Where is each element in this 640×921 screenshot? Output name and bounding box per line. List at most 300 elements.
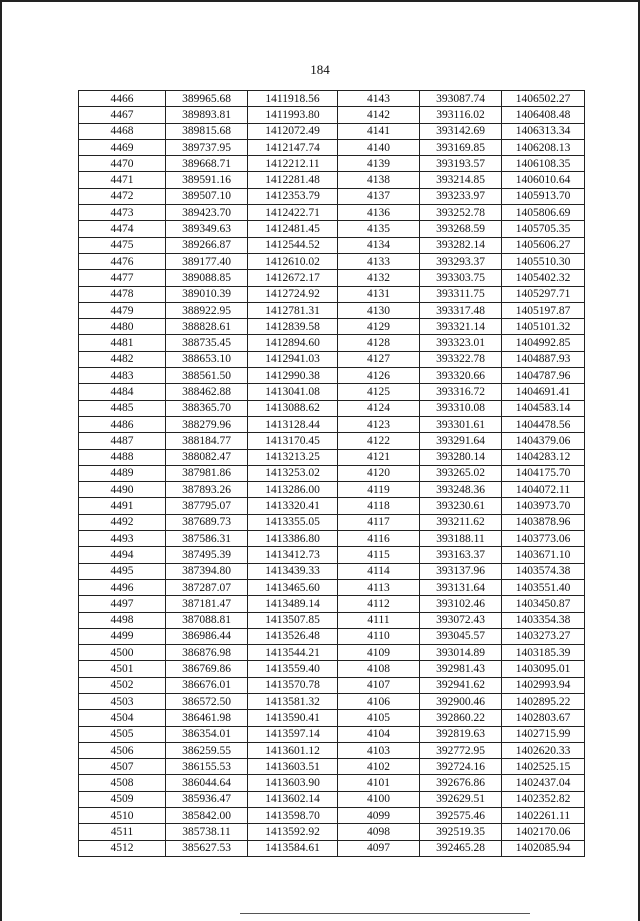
- table-row: [79, 400, 585, 416]
- cell-x-left: 389668.71: [166, 156, 248, 172]
- cell-point-number-left: 4473: [79, 205, 166, 221]
- cell-y-right: 1404283.12: [502, 449, 585, 465]
- cell-x-right: 393233.97: [420, 188, 502, 204]
- cell-point-number-right: 4102: [338, 759, 420, 775]
- cell-y-right: 1404379.06: [502, 433, 585, 449]
- cell-x-right: 393280.14: [420, 449, 502, 465]
- table-row: [79, 645, 585, 661]
- cell-point-number-right: 4100: [338, 791, 420, 807]
- cell-x-left: 387893.26: [166, 482, 248, 498]
- cell-point-number-right: 4142: [338, 107, 420, 123]
- table-row: [79, 791, 585, 807]
- cell-x-left: 386354.01: [166, 726, 248, 742]
- cell-x-left: 386676.01: [166, 677, 248, 693]
- cell-point-number-right: 4104: [338, 726, 420, 742]
- page-number: 184: [310, 62, 330, 77]
- cell-point-number-right: 4103: [338, 742, 420, 758]
- cell-x-right: 393322.78: [420, 351, 502, 367]
- cell-x-left: 388922.95: [166, 302, 248, 318]
- cell-y-right: 1404992.85: [502, 335, 585, 351]
- bottom-rule: [240, 913, 530, 914]
- cell-point-number-left: 4481: [79, 335, 166, 351]
- table-row: [79, 172, 585, 188]
- cell-y-left: 1412672.17: [248, 270, 338, 286]
- cell-y-right: 1402170.06: [502, 824, 585, 840]
- cell-y-left: 1413559.40: [248, 661, 338, 677]
- table-row: [79, 677, 585, 693]
- table-row: [79, 693, 585, 709]
- table-row: [79, 368, 585, 384]
- cell-x-right: 393188.11: [420, 531, 502, 547]
- cell-x-right: 392724.16: [420, 759, 502, 775]
- cell-y-right: 1402715.99: [502, 726, 585, 742]
- cell-x-left: 389349.63: [166, 221, 248, 237]
- cell-point-number-right: 4108: [338, 661, 420, 677]
- table-row: [79, 351, 585, 367]
- cell-point-number-left: 4507: [79, 759, 166, 775]
- cell-x-left: 388653.10: [166, 351, 248, 367]
- cell-y-right: 1404478.56: [502, 416, 585, 432]
- cell-x-left: 389177.40: [166, 253, 248, 269]
- cell-point-number-right: 4109: [338, 645, 420, 661]
- cell-point-number-right: 4117: [338, 514, 420, 530]
- cell-x-right: 392575.46: [420, 808, 502, 824]
- cell-point-number-left: 4502: [79, 677, 166, 693]
- cell-point-number-left: 4475: [79, 237, 166, 253]
- cell-point-number-right: 4138: [338, 172, 420, 188]
- cell-point-number-right: 4137: [338, 188, 420, 204]
- cell-point-number-right: 4143: [338, 91, 420, 107]
- table-row: [79, 742, 585, 758]
- cell-point-number-right: 4107: [338, 677, 420, 693]
- cell-y-left: 1413603.90: [248, 775, 338, 791]
- cell-point-number-left: 4466: [79, 91, 166, 107]
- cell-x-right: 393137.96: [420, 563, 502, 579]
- cell-point-number-right: 4122: [338, 433, 420, 449]
- cell-point-number-right: 4135: [338, 221, 420, 237]
- table-row: [79, 91, 585, 107]
- cell-y-left: 1413386.80: [248, 531, 338, 547]
- cell-point-number-left: 4488: [79, 449, 166, 465]
- cell-x-left: 386155.53: [166, 759, 248, 775]
- cell-x-left: 389893.81: [166, 107, 248, 123]
- cell-x-right: 392941.62: [420, 677, 502, 693]
- table-row: [79, 123, 585, 139]
- cell-x-right: 393317.48: [420, 302, 502, 318]
- cell-point-number-left: 4480: [79, 319, 166, 335]
- table-row: [79, 531, 585, 547]
- cell-y-left: 1412147.74: [248, 139, 338, 155]
- table-row: [79, 416, 585, 432]
- cell-y-right: 1403973.70: [502, 498, 585, 514]
- cell-x-right: 392860.22: [420, 710, 502, 726]
- cell-x-right: 392465.28: [420, 840, 502, 856]
- cell-y-right: 1405197.87: [502, 302, 585, 318]
- table-row: [79, 596, 585, 612]
- cell-x-left: 387287.07: [166, 579, 248, 595]
- cell-y-left: 1412281.48: [248, 172, 338, 188]
- table-row: [79, 221, 585, 237]
- cell-x-right: 393321.14: [420, 319, 502, 335]
- cell-x-left: 389737.95: [166, 139, 248, 155]
- cell-point-number-right: 4116: [338, 531, 420, 547]
- cell-y-left: 1413286.00: [248, 482, 338, 498]
- table-row: [79, 482, 585, 498]
- cell-y-left: 1413590.41: [248, 710, 338, 726]
- cell-y-left: 1413213.25: [248, 449, 338, 465]
- cell-point-number-right: 4121: [338, 449, 420, 465]
- cell-point-number-left: 4512: [79, 840, 166, 856]
- cell-point-number-right: 4113: [338, 579, 420, 595]
- cell-point-number-left: 4503: [79, 693, 166, 709]
- cell-point-number-right: 4115: [338, 547, 420, 563]
- cell-y-right: 1403450.87: [502, 596, 585, 612]
- cell-point-number-left: 4468: [79, 123, 166, 139]
- table-row: [79, 808, 585, 824]
- cell-x-right: 393301.61: [420, 416, 502, 432]
- cell-x-right: 393268.59: [420, 221, 502, 237]
- cell-point-number-right: 4120: [338, 465, 420, 481]
- cell-point-number-left: 4476: [79, 253, 166, 269]
- cell-point-number-left: 4470: [79, 156, 166, 172]
- cell-y-right: 1402993.94: [502, 677, 585, 693]
- table-row: [79, 775, 585, 791]
- cell-x-left: 387394.80: [166, 563, 248, 579]
- cell-point-number-left: 4485: [79, 400, 166, 416]
- cell-x-right: 393310.08: [420, 400, 502, 416]
- cell-x-right: 393291.64: [420, 433, 502, 449]
- cell-point-number-right: 4106: [338, 693, 420, 709]
- cell-x-left: 386572.50: [166, 693, 248, 709]
- cell-x-left: 387795.07: [166, 498, 248, 514]
- cell-y-left: 1411993.80: [248, 107, 338, 123]
- cell-point-number-left: 4486: [79, 416, 166, 432]
- cell-x-left: 385627.53: [166, 840, 248, 856]
- cell-x-left: 388184.77: [166, 433, 248, 449]
- cell-point-number-right: 4128: [338, 335, 420, 351]
- cell-y-right: 1406010.64: [502, 172, 585, 188]
- cell-x-right: 392519.35: [420, 824, 502, 840]
- cell-y-right: 1403878.96: [502, 514, 585, 530]
- cell-x-left: 389010.39: [166, 286, 248, 302]
- page-border-top: [0, 0, 640, 2]
- cell-y-right: 1402352.82: [502, 791, 585, 807]
- cell-y-right: 1406502.27: [502, 91, 585, 107]
- cell-y-left: 1413320.41: [248, 498, 338, 514]
- cell-x-right: 393193.57: [420, 156, 502, 172]
- cell-y-left: 1413412.73: [248, 547, 338, 563]
- table-row: [79, 237, 585, 253]
- cell-x-right: 393252.78: [420, 205, 502, 221]
- cell-point-number-left: 4474: [79, 221, 166, 237]
- cell-y-left: 1413581.32: [248, 693, 338, 709]
- cell-y-right: 1405101.32: [502, 319, 585, 335]
- cell-y-right: 1402620.33: [502, 742, 585, 758]
- cell-point-number-right: 4125: [338, 384, 420, 400]
- table-row: [79, 384, 585, 400]
- cell-y-right: 1404072.11: [502, 482, 585, 498]
- cell-y-right: 1402803.67: [502, 710, 585, 726]
- cell-y-left: 1413598.70: [248, 808, 338, 824]
- cell-y-left: 1413041.08: [248, 384, 338, 400]
- table-row: [79, 563, 585, 579]
- cell-x-left: 387181.47: [166, 596, 248, 612]
- cell-y-left: 1412422.71: [248, 205, 338, 221]
- cell-point-number-right: 4133: [338, 253, 420, 269]
- cell-point-number-left: 4511: [79, 824, 166, 840]
- cell-x-left: 385936.47: [166, 791, 248, 807]
- cell-point-number-right: 4141: [338, 123, 420, 139]
- cell-point-number-right: 4112: [338, 596, 420, 612]
- cell-y-left: 1412212.11: [248, 156, 338, 172]
- cell-x-right: 393072.43: [420, 612, 502, 628]
- cell-x-right: 393303.75: [420, 270, 502, 286]
- cell-y-left: 1413439.33: [248, 563, 338, 579]
- cell-x-left: 386461.98: [166, 710, 248, 726]
- cell-point-number-left: 4484: [79, 384, 166, 400]
- cell-point-number-right: 4140: [338, 139, 420, 155]
- cell-x-right: 393265.02: [420, 465, 502, 481]
- cell-point-number-left: 4477: [79, 270, 166, 286]
- cell-x-right: 392981.43: [420, 661, 502, 677]
- cell-point-number-left: 4467: [79, 107, 166, 123]
- cell-y-left: 1412481.45: [248, 221, 338, 237]
- cell-point-number-right: 4130: [338, 302, 420, 318]
- cell-y-left: 1413355.05: [248, 514, 338, 530]
- cell-x-left: 387689.73: [166, 514, 248, 530]
- table-row: [79, 628, 585, 644]
- cell-point-number-right: 4139: [338, 156, 420, 172]
- cell-point-number-left: 4496: [79, 579, 166, 595]
- cell-x-right: 393311.75: [420, 286, 502, 302]
- table-row: [79, 107, 585, 123]
- cell-x-left: 389591.16: [166, 172, 248, 188]
- table-row: [79, 286, 585, 302]
- cell-y-left: 1413170.45: [248, 433, 338, 449]
- cell-x-right: 393087.74: [420, 91, 502, 107]
- cell-y-right: 1403574.38: [502, 563, 585, 579]
- cell-y-left: 1413088.62: [248, 400, 338, 416]
- cell-x-right: 392629.51: [420, 791, 502, 807]
- cell-x-left: 387495.39: [166, 547, 248, 563]
- cell-point-number-right: 4099: [338, 808, 420, 824]
- cell-y-left: 1413597.14: [248, 726, 338, 742]
- table-row: [79, 270, 585, 286]
- cell-x-right: 393169.85: [420, 139, 502, 155]
- table-row: [79, 449, 585, 465]
- cell-x-right: 392819.63: [420, 726, 502, 742]
- cell-y-left: 1413570.78: [248, 677, 338, 693]
- table-row: [79, 824, 585, 840]
- cell-x-left: 386986.44: [166, 628, 248, 644]
- cell-x-left: 388735.45: [166, 335, 248, 351]
- cell-point-number-right: 4131: [338, 286, 420, 302]
- cell-y-left: 1413603.51: [248, 759, 338, 775]
- cell-x-right: 393282.14: [420, 237, 502, 253]
- cell-x-right: 393142.69: [420, 123, 502, 139]
- cell-x-right: 392900.46: [420, 693, 502, 709]
- cell-y-left: 1412724.92: [248, 286, 338, 302]
- cell-x-right: 392772.95: [420, 742, 502, 758]
- cell-y-right: 1406208.13: [502, 139, 585, 155]
- cell-y-right: 1406313.34: [502, 123, 585, 139]
- cell-y-right: 1403095.01: [502, 661, 585, 677]
- cell-x-left: 389088.85: [166, 270, 248, 286]
- cell-y-left: 1413544.21: [248, 645, 338, 661]
- table-row: [79, 726, 585, 742]
- table-row: [79, 465, 585, 481]
- cell-point-number-left: 4489: [79, 465, 166, 481]
- table-row: [79, 302, 585, 318]
- table-row: [79, 498, 585, 514]
- cell-y-right: 1405402.32: [502, 270, 585, 286]
- cell-point-number-left: 4483: [79, 368, 166, 384]
- cell-x-left: 389815.68: [166, 123, 248, 139]
- cell-x-left: 388828.61: [166, 319, 248, 335]
- cell-point-number-right: 4097: [338, 840, 420, 856]
- cell-y-right: 1403273.27: [502, 628, 585, 644]
- cell-y-right: 1403671.10: [502, 547, 585, 563]
- cell-point-number-right: 4136: [338, 205, 420, 221]
- cell-x-left: 385842.00: [166, 808, 248, 824]
- cell-x-left: 387586.31: [166, 531, 248, 547]
- cell-x-right: 393131.64: [420, 579, 502, 595]
- cell-y-right: 1402437.04: [502, 775, 585, 791]
- cell-y-right: 1402085.94: [502, 840, 585, 856]
- table-row: [79, 710, 585, 726]
- cell-y-left: 1413601.12: [248, 742, 338, 758]
- cell-point-number-left: 4498: [79, 612, 166, 628]
- cell-y-left: 1413602.14: [248, 791, 338, 807]
- cell-y-left: 1412072.49: [248, 123, 338, 139]
- cell-x-left: 386876.98: [166, 645, 248, 661]
- cell-x-right: 393211.62: [420, 514, 502, 530]
- table-row: [79, 319, 585, 335]
- cell-x-left: 385738.11: [166, 824, 248, 840]
- cell-point-number-left: 4509: [79, 791, 166, 807]
- cell-point-number-left: 4504: [79, 710, 166, 726]
- cell-point-number-left: 4469: [79, 139, 166, 155]
- cell-y-left: 1413526.48: [248, 628, 338, 644]
- coordinates-table: [78, 90, 585, 857]
- cell-point-number-right: 4118: [338, 498, 420, 514]
- cell-point-number-left: 4500: [79, 645, 166, 661]
- cell-x-left: 386044.64: [166, 775, 248, 791]
- cell-x-left: 389423.70: [166, 205, 248, 221]
- cell-x-left: 387981.86: [166, 465, 248, 481]
- table-row: [79, 139, 585, 155]
- cell-point-number-left: 4487: [79, 433, 166, 449]
- cell-y-right: 1405297.71: [502, 286, 585, 302]
- cell-y-right: 1404787.96: [502, 368, 585, 384]
- table-row: [79, 612, 585, 628]
- cell-point-number-left: 4510: [79, 808, 166, 824]
- cell-y-right: 1405913.70: [502, 188, 585, 204]
- cell-x-right: 393293.37: [420, 253, 502, 269]
- cell-x-left: 389507.10: [166, 188, 248, 204]
- cell-y-right: 1402525.15: [502, 759, 585, 775]
- cell-x-left: 388561.50: [166, 368, 248, 384]
- cell-x-left: 386769.86: [166, 661, 248, 677]
- cell-point-number-left: 4482: [79, 351, 166, 367]
- cell-point-number-right: 4110: [338, 628, 420, 644]
- table-row: [79, 205, 585, 221]
- cell-point-number-right: 4123: [338, 416, 420, 432]
- table-row: [79, 514, 585, 530]
- cell-y-right: 1405806.69: [502, 205, 585, 221]
- cell-point-number-left: 4491: [79, 498, 166, 514]
- table-row: [79, 547, 585, 563]
- cell-y-left: 1413507.85: [248, 612, 338, 628]
- cell-x-right: 393323.01: [420, 335, 502, 351]
- table-row: [79, 335, 585, 351]
- table-row: [79, 433, 585, 449]
- table-row: [79, 156, 585, 172]
- cell-y-left: 1412894.60: [248, 335, 338, 351]
- cell-y-right: 1405705.35: [502, 221, 585, 237]
- cell-x-left: 388082.47: [166, 449, 248, 465]
- cell-y-left: 1413584.61: [248, 840, 338, 856]
- cell-point-number-left: 4501: [79, 661, 166, 677]
- cell-point-number-left: 4471: [79, 172, 166, 188]
- cell-point-number-left: 4499: [79, 628, 166, 644]
- cell-y-left: 1412839.58: [248, 319, 338, 335]
- cell-y-left: 1412610.02: [248, 253, 338, 269]
- cell-y-right: 1403185.39: [502, 645, 585, 661]
- cell-point-number-left: 4478: [79, 286, 166, 302]
- cell-x-right: 393248.36: [420, 482, 502, 498]
- cell-y-left: 1413489.14: [248, 596, 338, 612]
- cell-y-left: 1412353.79: [248, 188, 338, 204]
- cell-x-right: 393163.37: [420, 547, 502, 563]
- cell-y-right: 1406108.35: [502, 156, 585, 172]
- cell-point-number-right: 4114: [338, 563, 420, 579]
- cell-point-number-right: 4098: [338, 824, 420, 840]
- cell-x-left: 389266.87: [166, 237, 248, 253]
- cell-y-right: 1403551.40: [502, 579, 585, 595]
- table-row: [79, 188, 585, 204]
- cell-y-left: 1412544.52: [248, 237, 338, 253]
- coordinates-table-body: [79, 91, 585, 857]
- table-row: [79, 253, 585, 269]
- cell-point-number-left: 4494: [79, 547, 166, 563]
- cell-point-number-left: 4479: [79, 302, 166, 318]
- cell-x-right: 393320.66: [420, 368, 502, 384]
- cell-point-number-right: 4127: [338, 351, 420, 367]
- cell-point-number-right: 4119: [338, 482, 420, 498]
- cell-x-right: 393014.89: [420, 645, 502, 661]
- cell-x-right: 393316.72: [420, 384, 502, 400]
- cell-point-number-left: 4505: [79, 726, 166, 742]
- cell-y-right: 1405510.30: [502, 253, 585, 269]
- cell-x-left: 388462.88: [166, 384, 248, 400]
- cell-x-left: 389965.68: [166, 91, 248, 107]
- cell-y-left: 1412781.31: [248, 302, 338, 318]
- cell-x-right: 393214.85: [420, 172, 502, 188]
- cell-point-number-right: 4129: [338, 319, 420, 335]
- cell-y-left: 1411918.56: [248, 91, 338, 107]
- cell-point-number-right: 4124: [338, 400, 420, 416]
- cell-point-number-left: 4506: [79, 742, 166, 758]
- cell-point-number-right: 4134: [338, 237, 420, 253]
- cell-y-right: 1404583.14: [502, 400, 585, 416]
- table-row: [79, 759, 585, 775]
- cell-x-left: 386259.55: [166, 742, 248, 758]
- table-row: [79, 661, 585, 677]
- cell-point-number-left: 4497: [79, 596, 166, 612]
- cell-y-right: 1405606.27: [502, 237, 585, 253]
- cell-x-right: 393230.61: [420, 498, 502, 514]
